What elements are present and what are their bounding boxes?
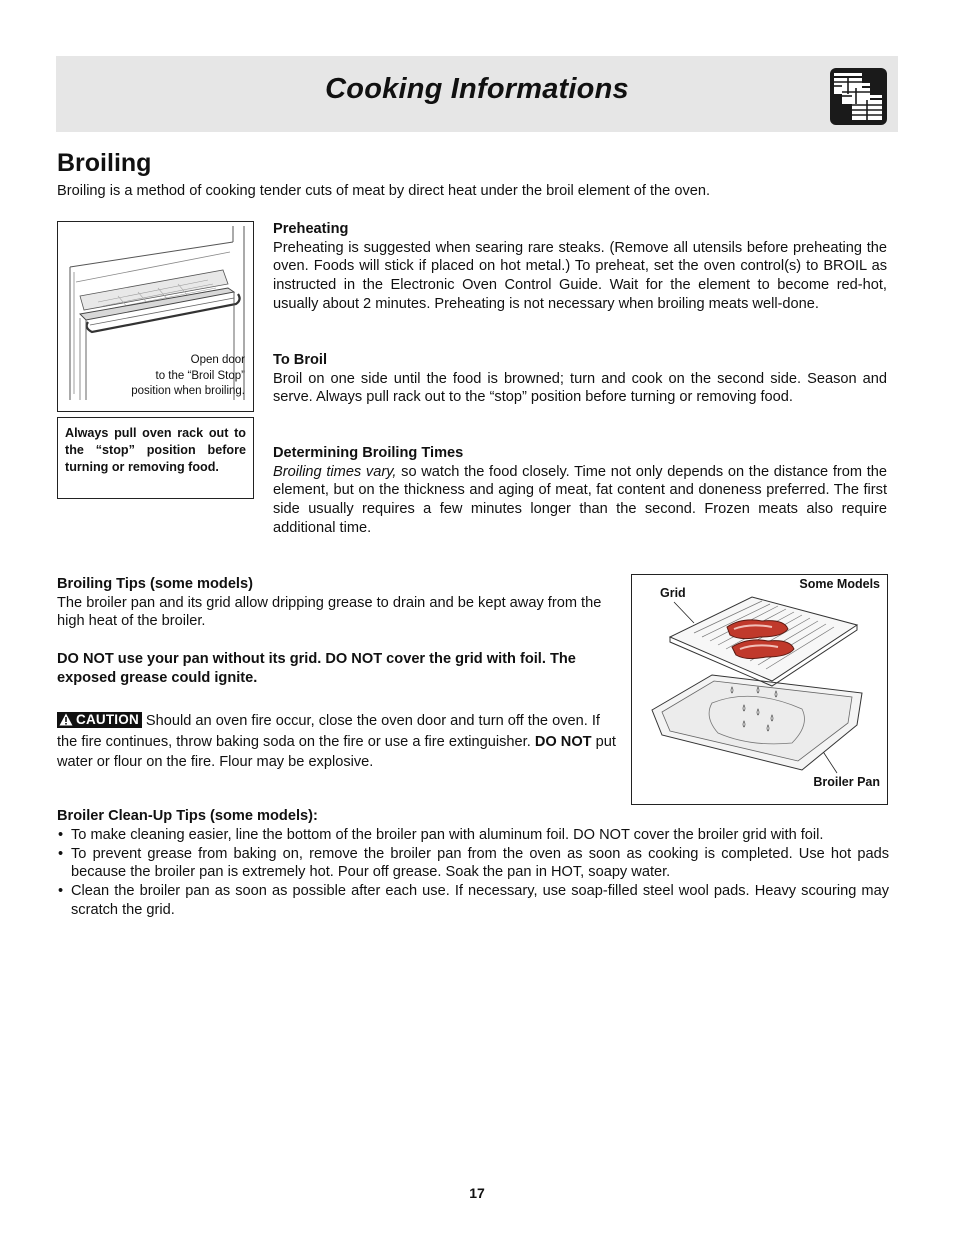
page-number: 17 [469,1185,485,1201]
determining-body: so watch the food closely. Time not only depends on the distance from the element, but on the thickness and aging of meat, fat content and doneness preferred. The first side usually requires a few minutes longer than the second. Frozen meats also require additional time. [273,463,887,536]
cleanup-heading [57,807,617,826]
cleanup-list [57,826,889,920]
caution-badge [57,712,142,728]
caution-text: Should an oven fire occur, close the oven door and turn off the oven. If the fire continues, throw baking soda on the fire or use a fire extinguisher. [57,713,600,750]
determining-italic: Broiling times vary, [273,463,397,480]
tips-body: The broiler pan and its grid allow dripping grease to drain and be kept away from the high heat of the broiler. [57,594,602,630]
broiler-pan-illustration [632,575,887,804]
caution-text-end: put water or flour on the fire. Flour may be explosive. [57,733,616,770]
list-item: • Clean the broiler pan as soon as possible after each use. If necessary, use soap-filled steel wool pads. Heavy scouring may scratch the grid. [57,882,889,919]
preheating-block [273,220,887,314]
list-item: • To prevent grease from baking on, remove the broiler pan from the oven as soon as cooking is completed. Use hot pads because the broiler pan is extremely hot. Pour off grease. Soak the pan in HOT, soapy water. [57,845,889,882]
broiler-pan-figure [631,574,888,805]
to-broil-body: Broil on one side until the food is browned; turn and cook on the second side. Season and serve. Always pull rack out to the “stop” position before turning or removing food. [273,370,887,406]
tips-warning: DO NOT use your pan without its grid. DO NOT cover the grid with foil. The exposed grease could ignite. [57,651,576,686]
oven-figure [57,221,254,412]
rack-warning-text: Always pull oven rack out to the “stop” position before turning or removing food. [65,426,246,474]
to-broil-heading: To Broil [273,352,328,368]
intro-paragraph: Broiling is a method of cooking tender cuts of meat by direct heat under the broil element of the oven. [57,183,711,199]
warning-triangle-icon [59,713,73,726]
recipe-cards-icon [830,68,887,125]
caption-line: Open door [190,354,245,366]
caution-label: CAUTION [76,712,139,727]
preheating-heading: Preheating [273,221,349,237]
caution-block [57,711,617,773]
page-title: Cooking Informations [325,73,629,105]
grid-label: Grid [660,586,686,600]
page-header [56,56,898,132]
list-item: • To make cleaning easier, line the bottom of the broiler pan with aluminum foil. DO NOT cover the broiler grid with foil. [57,826,889,845]
tips-block [57,575,617,631]
determining-heading: Determining Broiling Times [273,445,464,461]
tips-heading: Broiling Tips (some models) [57,576,253,592]
caution-do-not: DO NOT [534,733,592,750]
rack-warning-box [57,417,254,499]
caption-line: to the “Broil Stop” [155,369,245,382]
some-models-label: Some Models [799,577,880,591]
oven-figure-caption [131,353,245,400]
preheating-body: Preheating is suggested when searing rare steaks. (Remove all utensils before preheating the oven. Foods will stick if placed on hot metal.) To preheat, set the oven control(s) to BROIL as instructed in the Electronic Oven Control Guide. Wait for the element to become red-hot, usually about 2 minutes. Preheating is not necessary when broiling meats well-done. [273,239,887,312]
section-title: Broiling [57,149,152,177]
to-broil-block [273,351,887,407]
cleanup-heading-text: Broiler Clean-Up Tips (some models): [57,808,318,824]
determining-block [273,444,887,538]
broiler-pan-label: Broiler Pan [813,775,880,789]
caption-line: position when broiling. [131,385,245,397]
